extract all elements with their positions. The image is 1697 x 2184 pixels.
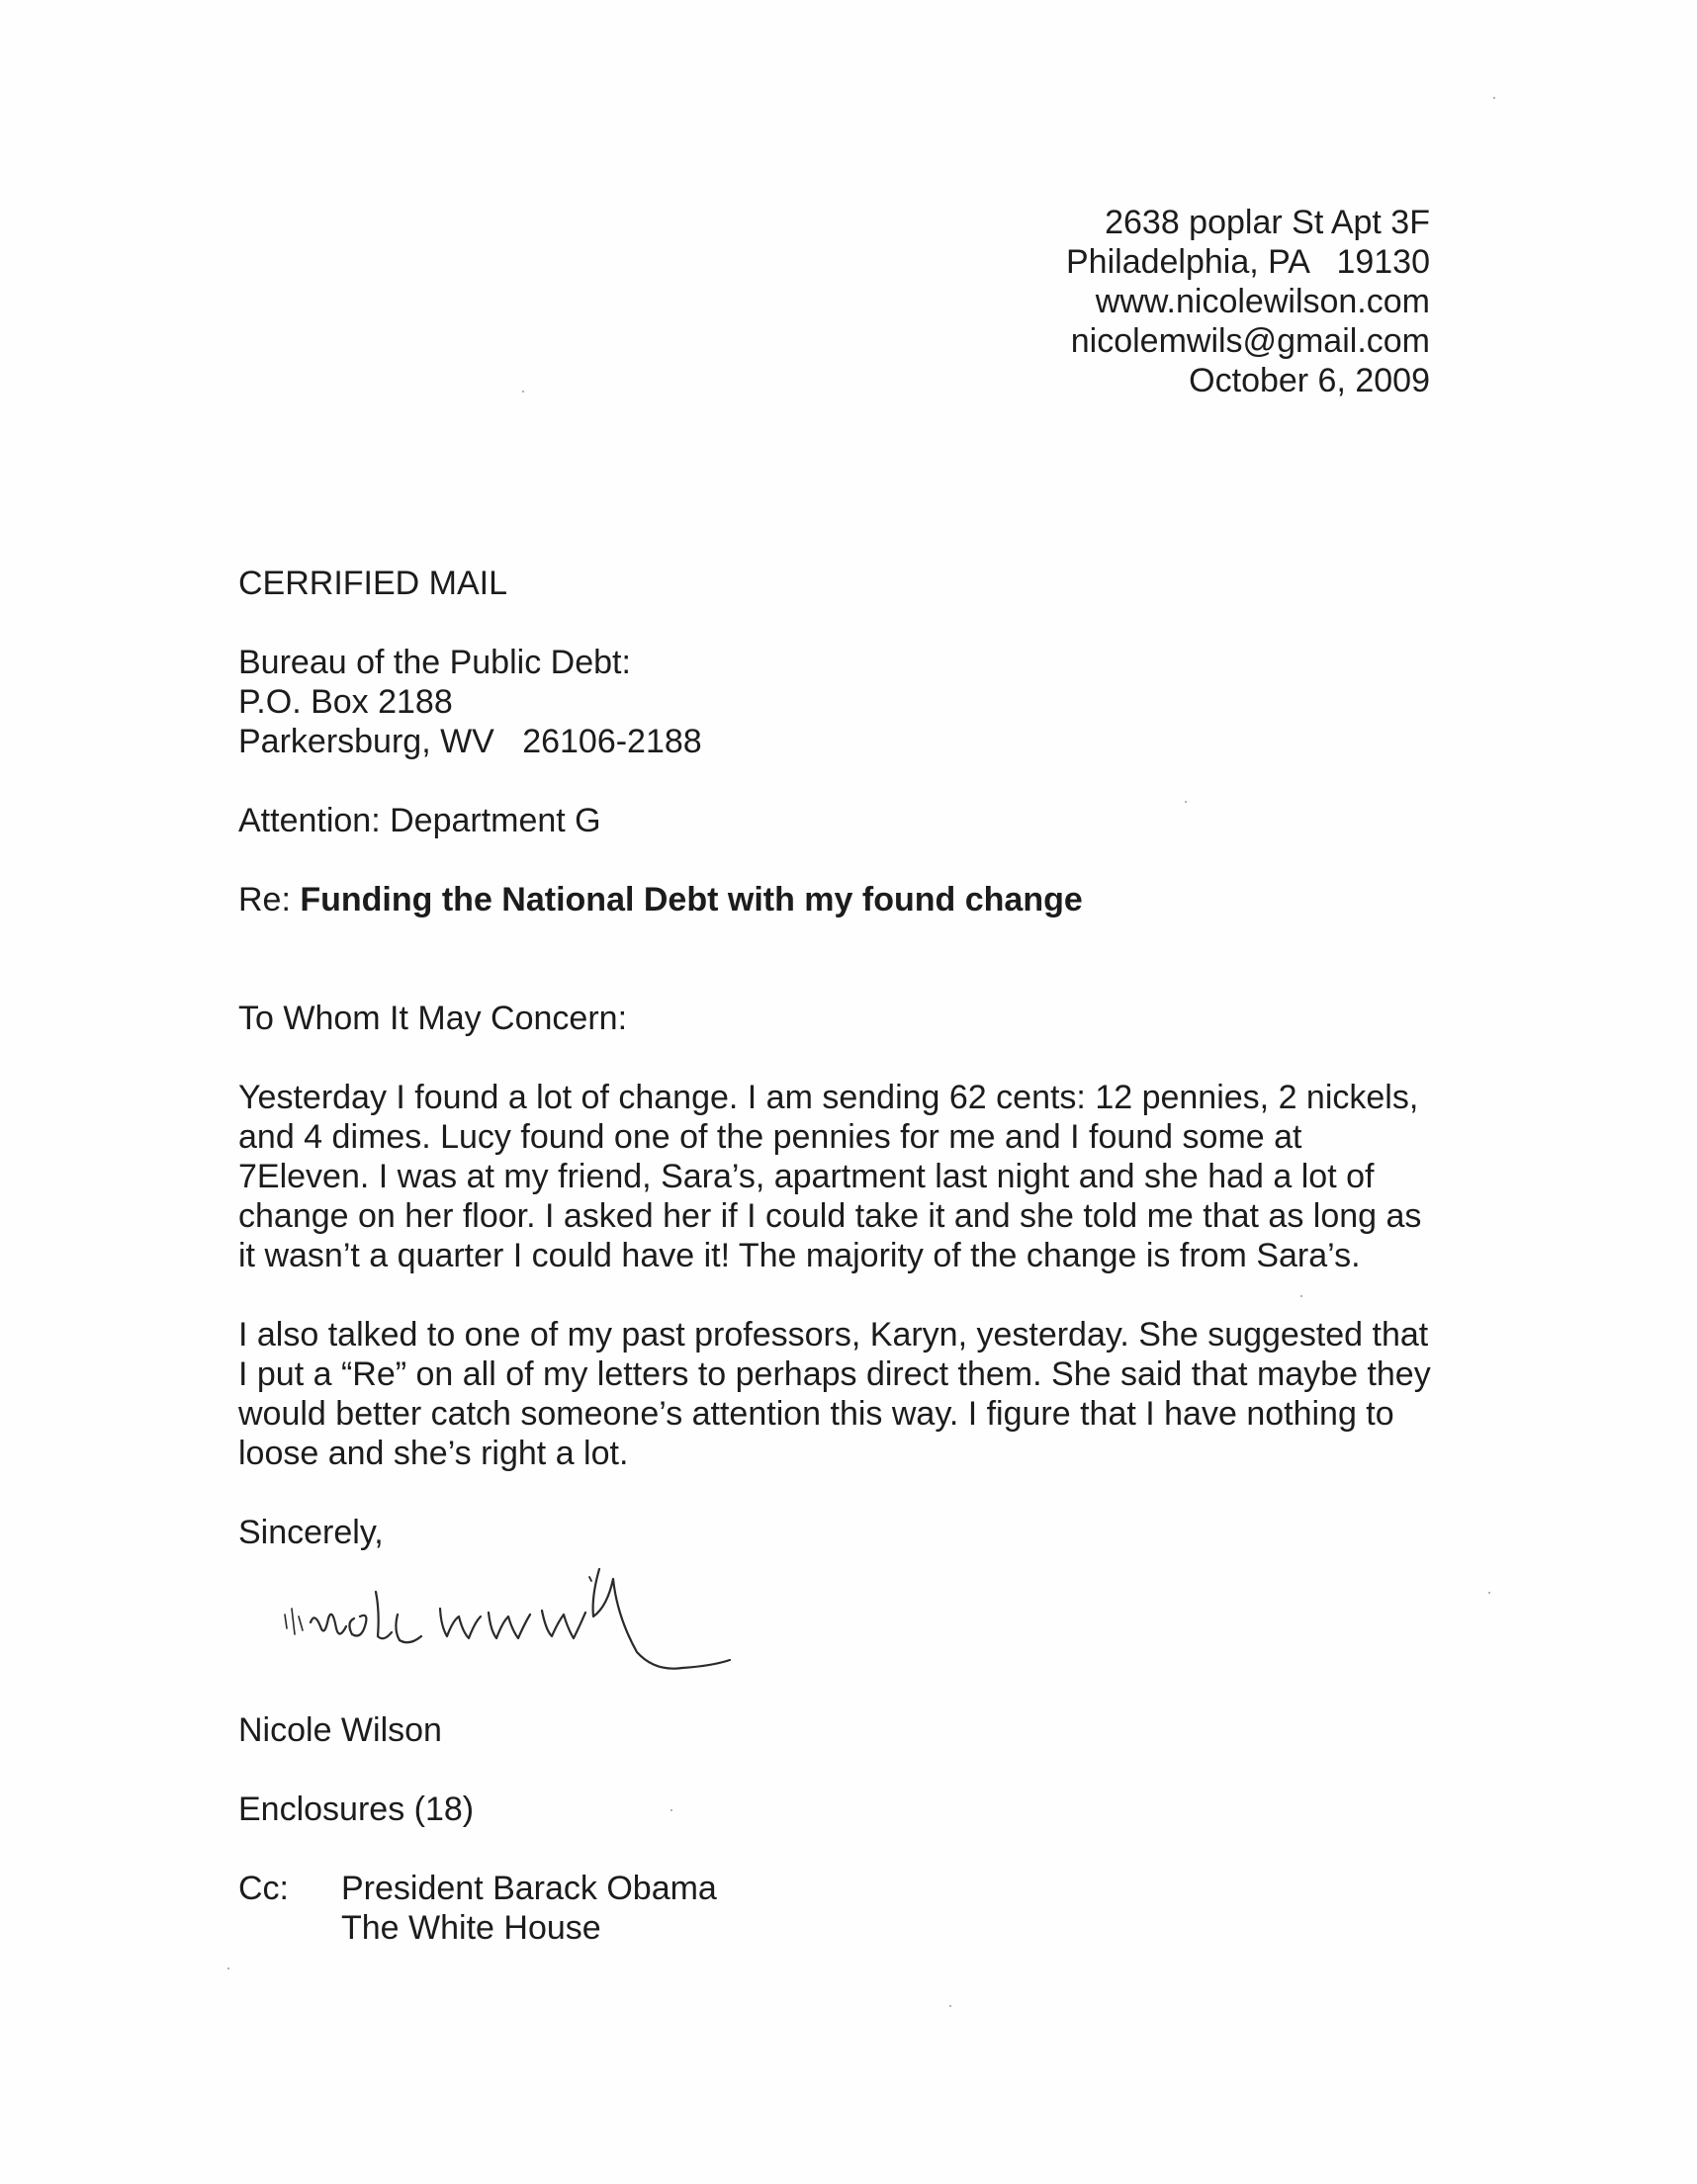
handwritten-signature xyxy=(277,1557,742,1681)
enclosures-line: Enclosures (18) xyxy=(238,1791,475,1828)
letter-date: October 6, 2009 xyxy=(1189,362,1430,399)
scan-speck xyxy=(1493,97,1495,99)
paragraph-line: would better catch someone’s attention this way. I figure that I have nothing to xyxy=(238,1395,1394,1433)
recipient-city: Parkersburg, WV 26106-2188 xyxy=(238,723,702,760)
subject-line xyxy=(238,880,1083,919)
sender-street: 2638 poplar St Apt 3F xyxy=(1105,204,1430,241)
paragraph-line: I put a “Re” on all of my letters to perhaps direct them. She said that maybe they xyxy=(238,1355,1431,1393)
sender-email: nicolemwils@gmail.com xyxy=(1070,322,1430,360)
recipient-name: Bureau of the Public Debt: xyxy=(238,644,631,681)
paragraph-line: loose and she’s right a lot. xyxy=(238,1435,629,1472)
subject-text: Funding the National Debt with my found change xyxy=(300,881,1083,918)
sender-city: Philadelphia, PA 19130 xyxy=(1066,243,1430,281)
paragraph-line: 7Eleven. I was at my friend, Sara’s, apartment last night and she had a lot of xyxy=(238,1158,1375,1195)
scan-speck xyxy=(1488,1592,1490,1594)
scan-speck xyxy=(227,1967,229,1969)
cc-label: Cc: xyxy=(238,1870,289,1907)
paragraph-line: change on her floor. I asked her if I could take it and she told me that as long as xyxy=(238,1197,1422,1235)
paragraph-line: I also talked to one of my past professors, Karyn, yesterday. She suggested that xyxy=(238,1316,1429,1354)
cc-address: The White House xyxy=(341,1909,601,1947)
closing: Sincerely, xyxy=(238,1514,384,1551)
recipient-address-block xyxy=(238,643,702,761)
attention-line: Attention: Department G xyxy=(238,802,601,839)
paragraph-line: and 4 dimes. Lucy found one of the pennies for me and I found some at xyxy=(238,1118,1302,1156)
paragraph-line: it wasn’t a quarter I could have it! The majority of the change is from Sara’s. xyxy=(238,1237,1361,1274)
scan-speck xyxy=(949,2005,951,2007)
scan-speck xyxy=(1300,1295,1302,1297)
sender-address-block xyxy=(1066,203,1430,400)
scan-speck xyxy=(1185,801,1187,803)
body-paragraph-2 xyxy=(238,1315,1465,1473)
mail-type: CERRIFIED MAIL xyxy=(238,565,508,602)
scan-speck xyxy=(670,1809,672,1811)
paragraph-line: Yesterday I found a lot of change. I am sending 62 cents: 12 pennies, 2 nickels, xyxy=(238,1079,1419,1116)
scan-speck xyxy=(522,391,524,393)
recipient-po-box: P.O. Box 2188 xyxy=(238,683,453,721)
salutation: To Whom It May Concern: xyxy=(238,1000,628,1037)
cc-name: President Barack Obama xyxy=(341,1870,717,1907)
signer-name: Nicole Wilson xyxy=(238,1711,442,1749)
sender-website: www.nicolewilson.com xyxy=(1095,283,1430,320)
cc-recipient xyxy=(341,1869,717,1948)
subject-label: Re: xyxy=(238,881,301,918)
body-paragraph-1 xyxy=(238,1078,1465,1275)
